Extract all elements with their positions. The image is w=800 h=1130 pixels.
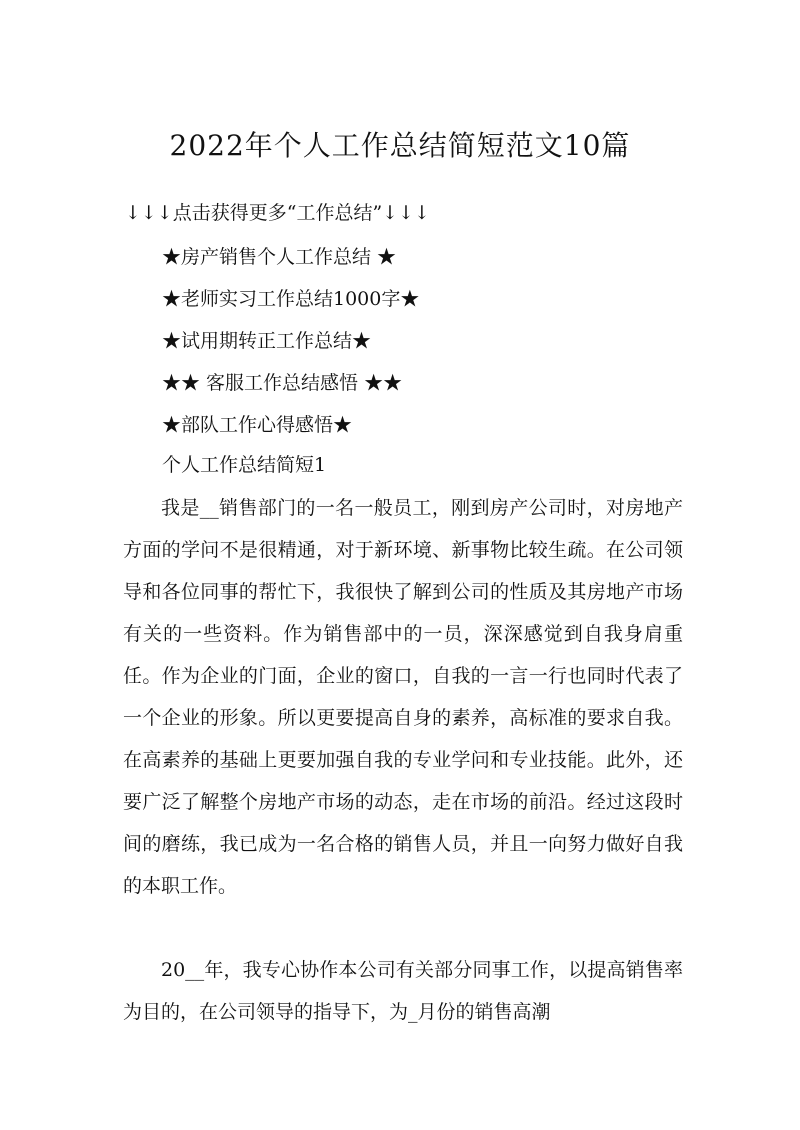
section-heading: 个人工作总结简短1 <box>162 454 327 476</box>
link-customer-service-summary[interactable]: ★★ 客服工作总结感悟 ★★ <box>162 372 403 394</box>
document-title: 2022年个人工作总结简短范文10篇 <box>169 129 631 162</box>
link-probation-summary[interactable]: ★试用期转正工作总结★ <box>162 330 372 352</box>
link-army-work-reflection[interactable]: ★部队工作心得感悟★ <box>162 414 353 436</box>
promo-line: ↓↓↓点击获得更多“工作总结”↓↓↓ <box>125 202 430 224</box>
body-paragraph: 我是__销售部门的一名一般员工，刚到房产公司时，对房地产方面的学问不是很精通，对于新环境、新事物比较生疏。在公司领导和各位同事的帮忙下，我很快了解到公司的性质及其房地产市场有关的一些资料。作为销售部中的一员，深深感觉到自我身肩重任。作为企业的门面，企业的窗口，自我的一言一行也同时代表了一个企业的形象。所以更要提高自身的素养，高标准的要求自我。在高素养的基础上更要加强自我的专业学问和专业技能。此外，还要广泛了解整个房地产市场的动态，走在市场的前沿。经过这段时间的磨练，我已成为一名合格的销售人员，并且一向努力做好自我的本职工作。 <box>123 497 683 897</box>
body-paragraph: 20__年，我专心协作本公司有关部分同事工作，以提高销售率为目的，在公司领导的指导下，为_月份的销售高潮 <box>123 959 683 1023</box>
link-teacher-internship-summary[interactable]: ★老师实习工作总结1000字★ <box>162 288 420 310</box>
link-real-estate-sales-summary[interactable]: ★房产销售个人工作总结 ★ <box>162 246 397 268</box>
